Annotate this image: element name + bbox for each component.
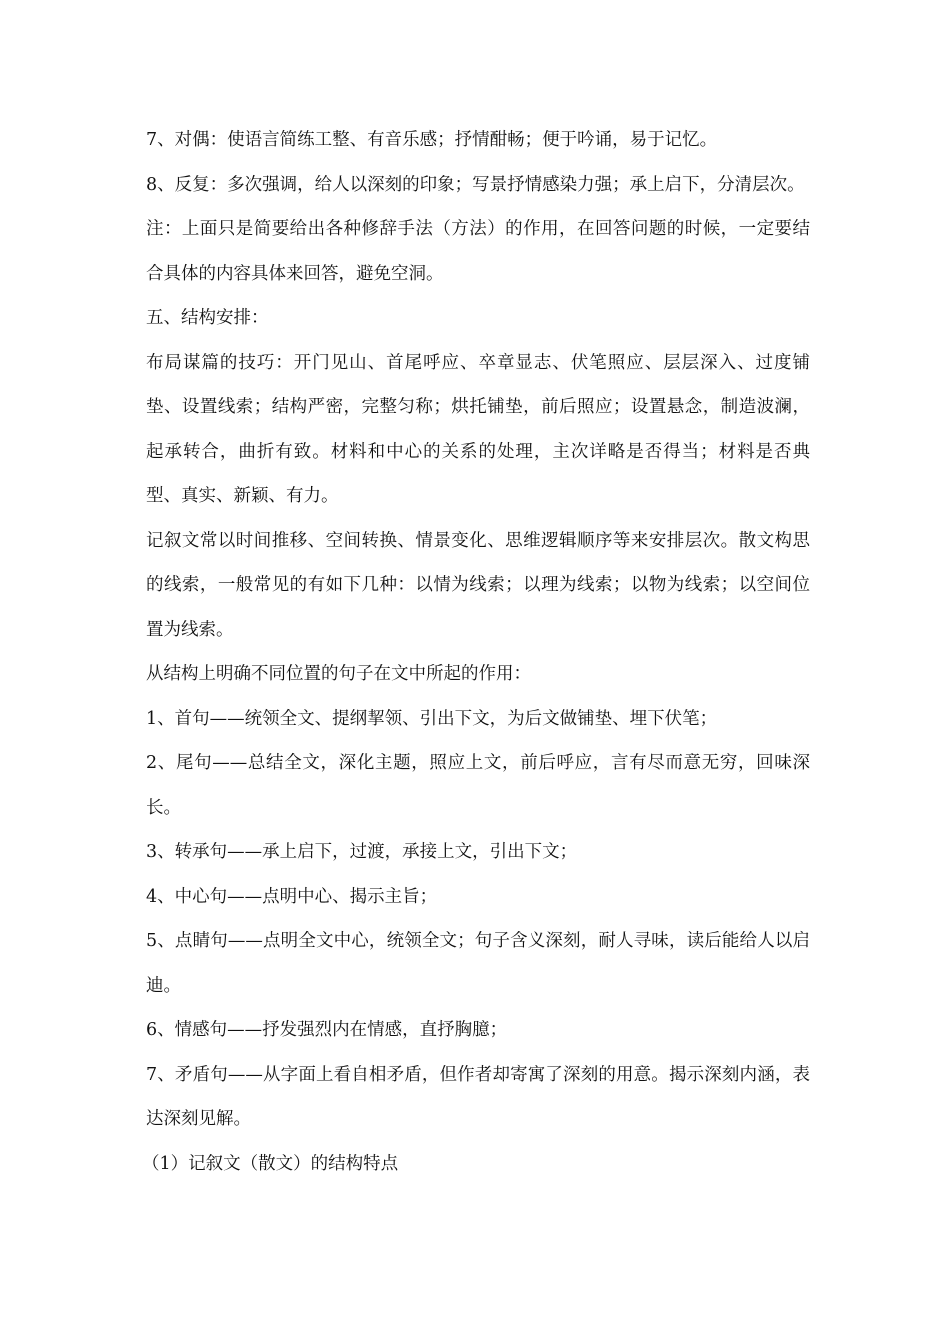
list-item-key-sentence: 5、点睛句——点明全文中心，统领全文；句子含义深刻，耐人寻味，读后能给人以启迪。 bbox=[146, 931, 810, 996]
subsection-heading-narrative-structure: （1）记叙文（散文）的结构特点 bbox=[142, 1153, 399, 1174]
section-heading-structure: 五、结构安排： bbox=[146, 308, 269, 328]
paragraph-narrative-order: 记叙文常以时间推移、空间转换、情景变化、思维逻辑顺序等来安排层次。散文构思的线索，一般常见的有如下几种：以情为线索；以理为线索；以物为线索；以空间位置为线索。 bbox=[146, 530, 810, 640]
document-body bbox=[142, 118, 810, 1186]
list-item-central-sentence: 4、中心句——点明中心、揭示主旨； bbox=[146, 886, 438, 907]
paragraph-sentence-roles-intro: 从结构上明确不同位置的句子在文中所起的作用： bbox=[146, 664, 531, 684]
list-item-transition-sentence: 3、转承句——承上启下，过渡，承接上文，引出下文； bbox=[146, 842, 578, 862]
paragraph-duiou: 7、对偶：使语言简练工整、有音乐感；抒情酣畅；便于吟诵，易于记忆。 bbox=[146, 130, 718, 150]
list-item-first-sentence: 1、首句——统领全文、提纲挈领、引出下文，为后文做铺垫、埋下伏笔； bbox=[146, 708, 718, 729]
paragraph-note: 注：上面只是简要给出各种修辞手法（方法）的作用，在回答问题的时候，一定要结合具体的内容具体来回答，避免空洞。 bbox=[146, 219, 810, 284]
paragraph-layout-techniques: 布局谋篇的技巧：开门见山、首尾呼应、卒章显志、伏笔照应、层层深入、过度铺垫、设置线索；结构严密，完整匀称；烘托铺垫，前后照应；设置悬念，制造波澜，起承转合，曲折有致。材料和中心的关系的处理，主次详略是否得当；材料是否典型、真实、新颖、有力。 bbox=[146, 352, 810, 506]
list-item-paradox-sentence: 7、矛盾句——从字面上看自相矛盾，但作者却寄寓了深刻的用意。揭示深刻内涵，表达深刻见解。 bbox=[146, 1064, 810, 1129]
list-item-emotion-sentence: 6、情感句——抒发强烈内在情感，直抒胸臆； bbox=[146, 1020, 508, 1040]
paragraph-fanfu: 8、反复：多次强调，给人以深刻的印象；写景抒情感染力强；承上启下，分清层次。 bbox=[146, 174, 805, 195]
list-item-last-sentence: 2、尾句——总结全文，深化主题，照应上文，前后呼应，言有尽而意无穷，回味深长。 bbox=[146, 753, 810, 818]
